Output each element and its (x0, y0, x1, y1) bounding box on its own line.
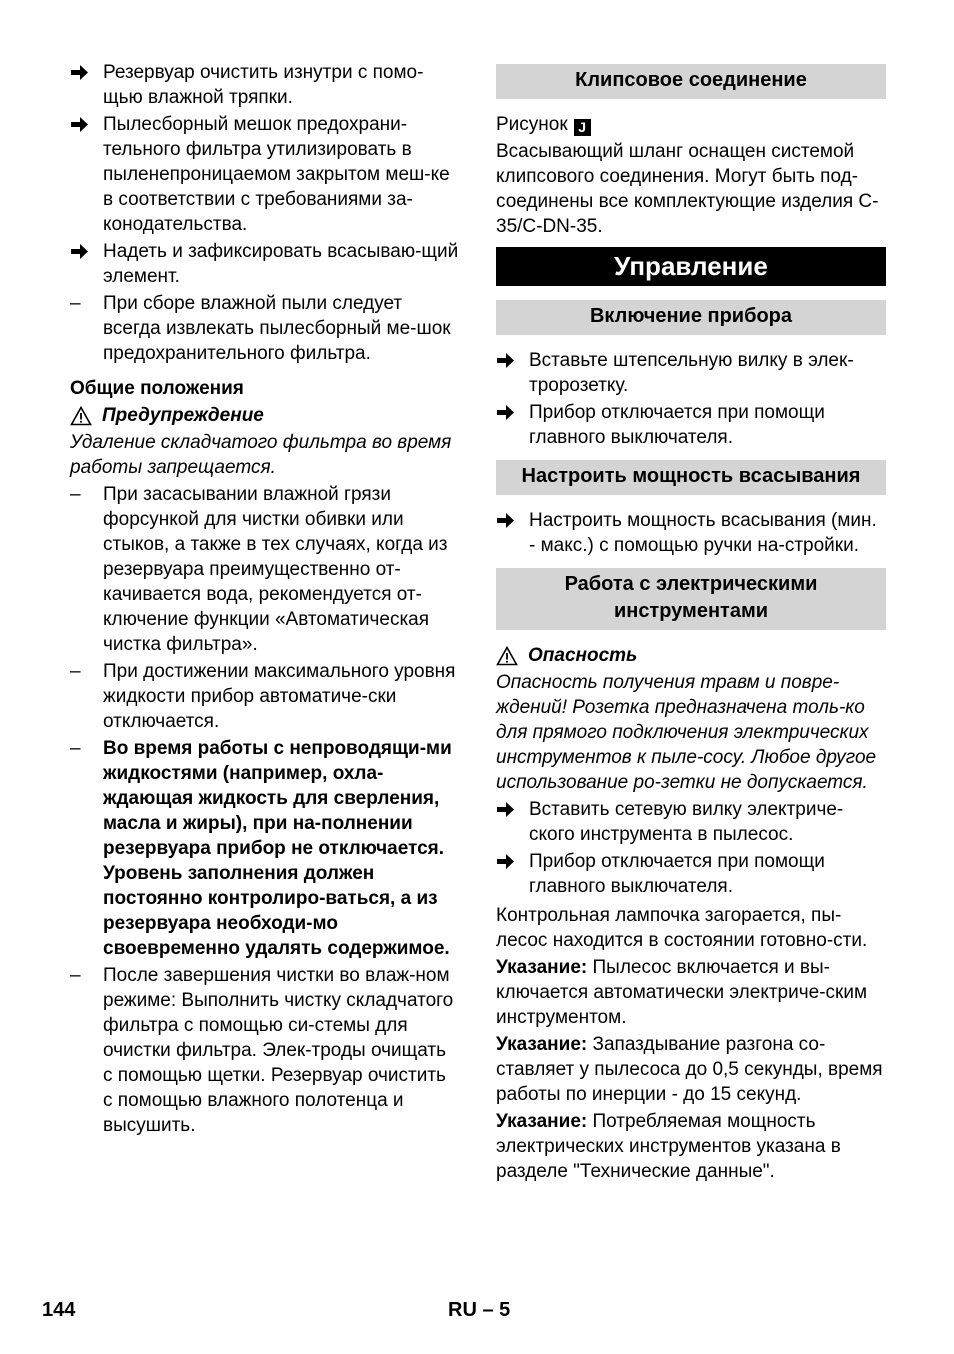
note-label: Указание: (496, 1034, 588, 1055)
figure-reference (496, 112, 886, 137)
arrow-icon (70, 112, 94, 144)
dash-marker: – (70, 965, 81, 986)
list-item-text: При сборе влажной пыли следует всегда извлекать пылесборный ме-шок предохранительного фильтра. (103, 293, 451, 364)
lamp-text: Контрольная лампочка загорается, пы-лесос находится в состоянии готовно-сти. (496, 905, 868, 951)
list-item-text: Прибор отключается при помощи главного выключателя. (529, 402, 825, 448)
list-item-text: Вставить сетевую вилку электриче-ского инструмента в пылесос. (529, 799, 844, 845)
list-item-text: Пылесборный мешок предохрани-тельного фильтра утилизировать в пыленепроницаемом закрытом меш-ке в соответствии с требованиями за-конодательства. (103, 114, 450, 235)
list-item-text: Вставьте штепсельную вилку в элек-тророзетку. (529, 350, 854, 396)
note-text: Пылесос включается и вы-ключается автоматически электриче-ским инструментом. (496, 957, 868, 1028)
list-item-text: Настроить мощность всасывания (мин. - макс.) с помощью ручки на-стройки. (529, 510, 877, 556)
list-item (496, 849, 886, 899)
list-item (70, 291, 460, 366)
note-1 (496, 955, 886, 1030)
section-page: RU – 5 (448, 1299, 511, 1321)
arrow-icon (496, 348, 520, 380)
clip-text: Всасывающий шланг оснащен системой клипсового соединения. Могут быть под-соединены все комплектующие изделия C-35/C-DN-35. (496, 141, 879, 237)
arrow-icon (496, 797, 520, 829)
general-heading: Общие положения (70, 378, 244, 399)
list-item (70, 482, 460, 657)
list-item-text: Резервуар очистить изнутри с помо-щью влажной тряпки. (103, 62, 424, 108)
note-label: Указание: (496, 957, 588, 978)
list-item-text: Прибор отключается при помощи главного выключателя. (529, 851, 825, 897)
note-label: Указание: (496, 1111, 588, 1132)
page-number: 144 (42, 1299, 76, 1321)
suction-heading: Настроить мощность всасывания (496, 460, 886, 495)
dash-marker: – (70, 484, 81, 505)
section-title: Управление (496, 247, 886, 286)
figure-label: Рисунок (496, 114, 568, 135)
list-item (496, 508, 886, 558)
warning-triangle-icon (70, 406, 92, 426)
list-item (70, 736, 460, 961)
list-item (70, 239, 460, 289)
list-item (496, 400, 886, 450)
tools-heading-line2: инструментами (613, 600, 769, 622)
arrow-icon (70, 60, 94, 92)
figure-ref-badge: J (574, 119, 591, 136)
list-item-text: После завершения чистки во влаж-ном режиме: Выполнить чистку складчатого фильтра с помощью си-стемы для очистки фильтра. Элек-троды очищать с помощью щетки. Резервуар очистить с помощью влажного полотенца и высушить. (103, 965, 454, 1136)
list-item-text: Во время работы с непроводящи-ми жидкостями (например, охла-ждающая жидкость для сверления, масла и жиры), при на-полнении резервуара прибор не отключается. Уровень заполнения должен постоянно контролиро-ваться, а из резервуара необходи-мо своевременно удалять содержимое. (103, 738, 452, 959)
note-3 (496, 1109, 886, 1184)
tools-heading-line1: Работа с электрическими (564, 573, 818, 595)
list-item (70, 112, 460, 237)
clip-heading: Клипсовое соединение (496, 64, 886, 99)
arrow-icon (70, 239, 94, 271)
list-item (70, 963, 460, 1138)
list-item (70, 659, 460, 734)
note-text: Потребляемая мощность электрических инструментов указана в разделе "Технические данные". (496, 1111, 841, 1182)
list-item-text: Надеть и зафиксировать всасываю-щий элемент. (103, 241, 459, 287)
arrow-icon (496, 849, 520, 881)
danger-label: Опасность (528, 645, 638, 666)
dash-marker: – (70, 293, 81, 314)
list-item (496, 348, 886, 398)
dash-marker: – (70, 738, 81, 759)
warning-heading (70, 403, 460, 428)
dash-marker: – (70, 661, 81, 682)
note-2 (496, 1032, 886, 1107)
arrow-icon (496, 400, 520, 432)
list-item (496, 797, 886, 847)
note-text: Запаздывание разгона со-ставляет у пылесоса до 0,5 секунды, время работы по инерции - до 15 секунд. (496, 1034, 883, 1105)
warning-text: Удаление складчатого фильтра во время работы запрещается. (70, 432, 452, 478)
right-column (496, 60, 886, 1186)
warning-triangle-icon (496, 646, 518, 666)
list-item-text: При достижении максимального уровня жидкости прибор автоматиче-ски отключается. (103, 661, 456, 732)
arrow-icon (496, 508, 520, 540)
danger-text: Опасность получения травм и повре-ждений! Розетка предназначена толь-ко для прямого подключения электрических инструментов к пыле-сосу. Любое другое использование ро-зетки не допускается. (496, 672, 877, 793)
list-item (70, 60, 460, 110)
list-item-text: При засасывании влажной грязи форсункой для чистки обивки или стыков, а также в тех случаях, когда из резервуара преимущественно от-качивается вода, рекомендуется от-ключение функции «Автоматическая чистка фильтра». (103, 484, 448, 655)
warning-label: Предупреждение (102, 405, 264, 426)
danger-heading (496, 643, 886, 668)
power-on-heading: Включение прибора (496, 300, 886, 335)
tools-heading (496, 568, 886, 630)
left-column (70, 60, 460, 1140)
